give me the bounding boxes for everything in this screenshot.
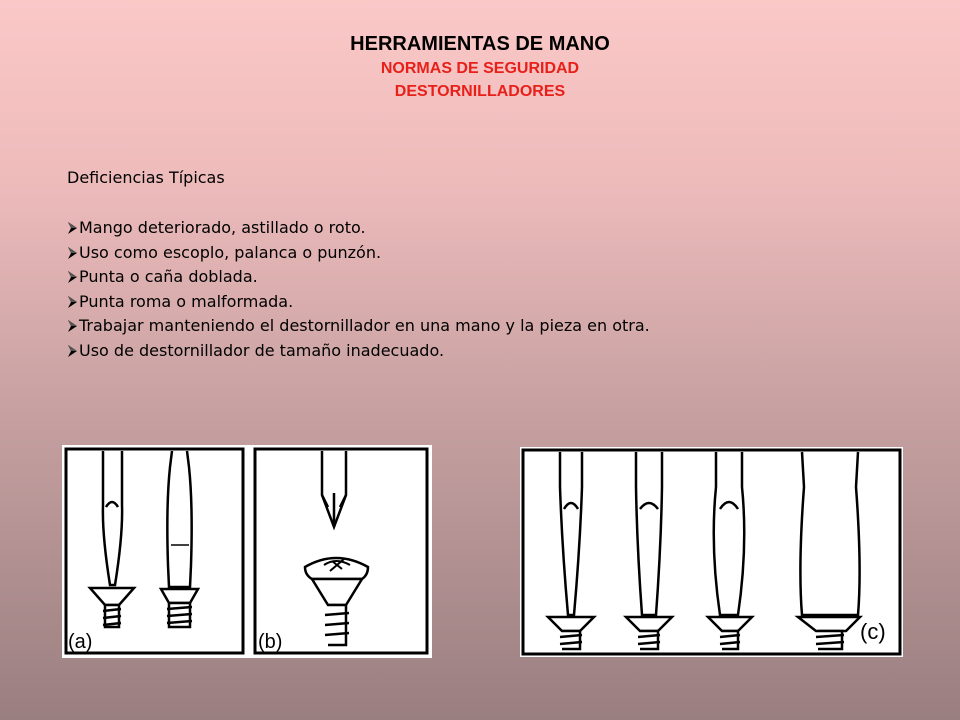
arrow-bullet-icon [67, 295, 78, 309]
header [0, 31, 960, 103]
list-item-text: Uso como escoplo, palanca o punzón. [79, 242, 382, 262]
list-item [67, 339, 650, 364]
figure-label-a: (a) [68, 631, 93, 653]
list-item [67, 265, 650, 290]
page-title: HERRAMIENTAS DE MANO [350, 33, 610, 55]
figure-label-b: (b) [258, 631, 283, 653]
screwdriver-drawing-c [520, 447, 903, 657]
deficiencies-list [67, 216, 650, 363]
list-item-text: Mango deteriorado, astillado o roto. [79, 218, 366, 237]
list-item-text: Punta o caña doblada. [79, 267, 258, 286]
figure-c-illustration [520, 447, 903, 657]
list-item-text: Trabajar manteniendo el destornillador en una mano y la pieza en otra. [79, 316, 650, 335]
screwdriver-c-2 [626, 452, 672, 649]
screwdriver-c-3 [708, 452, 752, 649]
arrow-bullet-icon [67, 246, 78, 260]
screwdriver-a-left [90, 451, 134, 627]
screwdriver-drawing-ab [62, 445, 432, 658]
section-title: Deficiencias Típicas [67, 168, 225, 187]
deficiencies-section [67, 166, 650, 363]
arrow-bullet-icon [67, 270, 78, 284]
arrow-bullet-icon [67, 319, 78, 333]
list-item [67, 314, 650, 339]
screwdriver-a-right [161, 451, 198, 627]
list-item-text: Uso de destornillador de tamaño inadecuado. [79, 340, 445, 360]
figure-label-c: (c) [860, 619, 886, 644]
arrow-bullet-icon [67, 221, 78, 235]
screwdriver-b [305, 451, 368, 645]
list-item [67, 290, 650, 315]
screwdriver-c-4 [798, 452, 860, 649]
figure-ab-illustration [62, 445, 432, 658]
list-item-text: Punta roma o malformada. [79, 291, 294, 311]
page-subtitle-norms: NORMAS DE SEGURIDAD [380, 60, 580, 77]
screwdriver-c-1 [548, 452, 594, 649]
page-subtitle-topic: DESTORNILLADORES [394, 83, 566, 100]
list-item [67, 216, 650, 241]
list-item [67, 241, 650, 266]
arrow-bullet-icon [67, 344, 78, 358]
